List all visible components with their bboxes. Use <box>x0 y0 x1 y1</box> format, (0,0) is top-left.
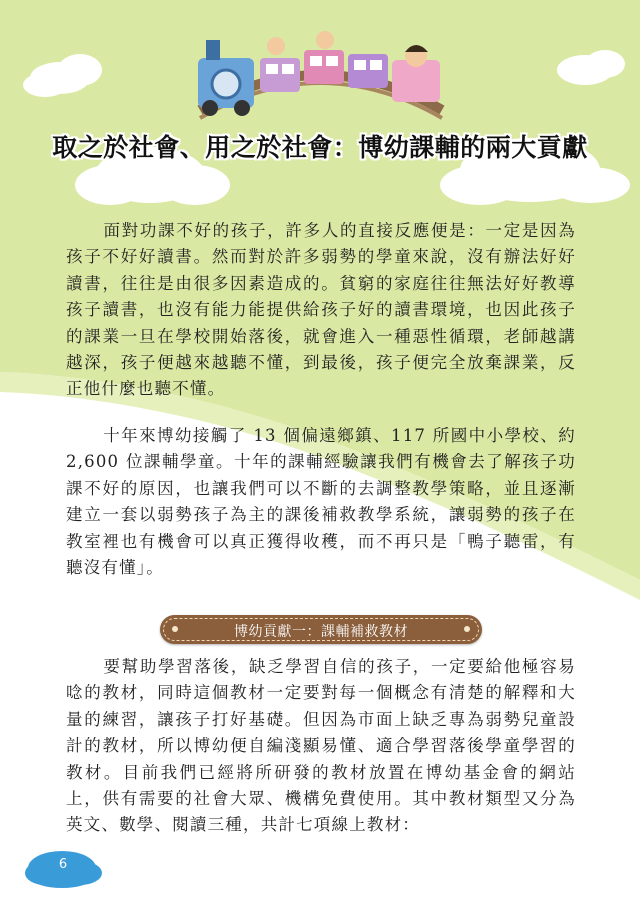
section-label: 博幼貢獻一：課輔補救教材 <box>234 624 408 640</box>
paragraph-1 <box>66 218 576 403</box>
paragraph-1-text: 面對功課不好的孩子，許多人的直接反應便是：一定是因為孩子不好好讀書。然而對於許多弱勢的學童來說，沒有辦法好好讀書，往往是由很多因素造成的。貧窮的家庭往往無法好好教導孩子讀書，也沒有能力能提供給孩子好的讀書環境，也因此孩子的課業一旦在學校開始落後，就會進入一種惡性循環，老師越講越深，孩子便越來越聽不懂，到最後，孩子便完全放棄課業，反正他什麼也聽不懂。 <box>66 221 576 399</box>
page-title: 取之於社會、用之於社會：博幼課輔的兩大貢獻 <box>52 133 588 162</box>
section-banner <box>160 615 482 644</box>
paragraph-2 <box>66 423 576 581</box>
paragraph-3-text: 要幫助學習落後，缺乏學習自信的孩子，一定要給他極容易唸的教材，同時這個教材一定要對每一個概念有清楚的解釋和大量的練習，讓孩子打好基礎。但因為市面上缺乏專為弱勢兒童設計的教材，所以博幼便自編淺顯易懂、適合學習落後學童學習的教材。目前我們已經將所研發的教材放置在博幼基金會的網站上，供有需要的社會大眾、機構免費使用。其中教材類型又分為英文、數學、閱讀三種，共計七項線上教材： <box>66 657 576 835</box>
paragraph-2-text: 十年來博幼接觸了 13 個偏遠鄉鎮、117 所國中小學校、約 2,600 位課輔學童。十年的課輔經驗讓我們有機會去了解孩子功課不好的原因，也讓我們可以不斷的去調整教學策略，並且逐漸建立一套以弱勢孩子為主的課後補救教學系統，讓弱勢的孩子在教室裡也有機會可以真正獲得收穫，而不再只是「鴨子聽雷，有聽沒有懂」。 <box>66 426 576 578</box>
page-number: 6 <box>58 857 68 872</box>
paragraph-3 <box>66 654 576 839</box>
train-cartoon-icon <box>180 0 460 130</box>
